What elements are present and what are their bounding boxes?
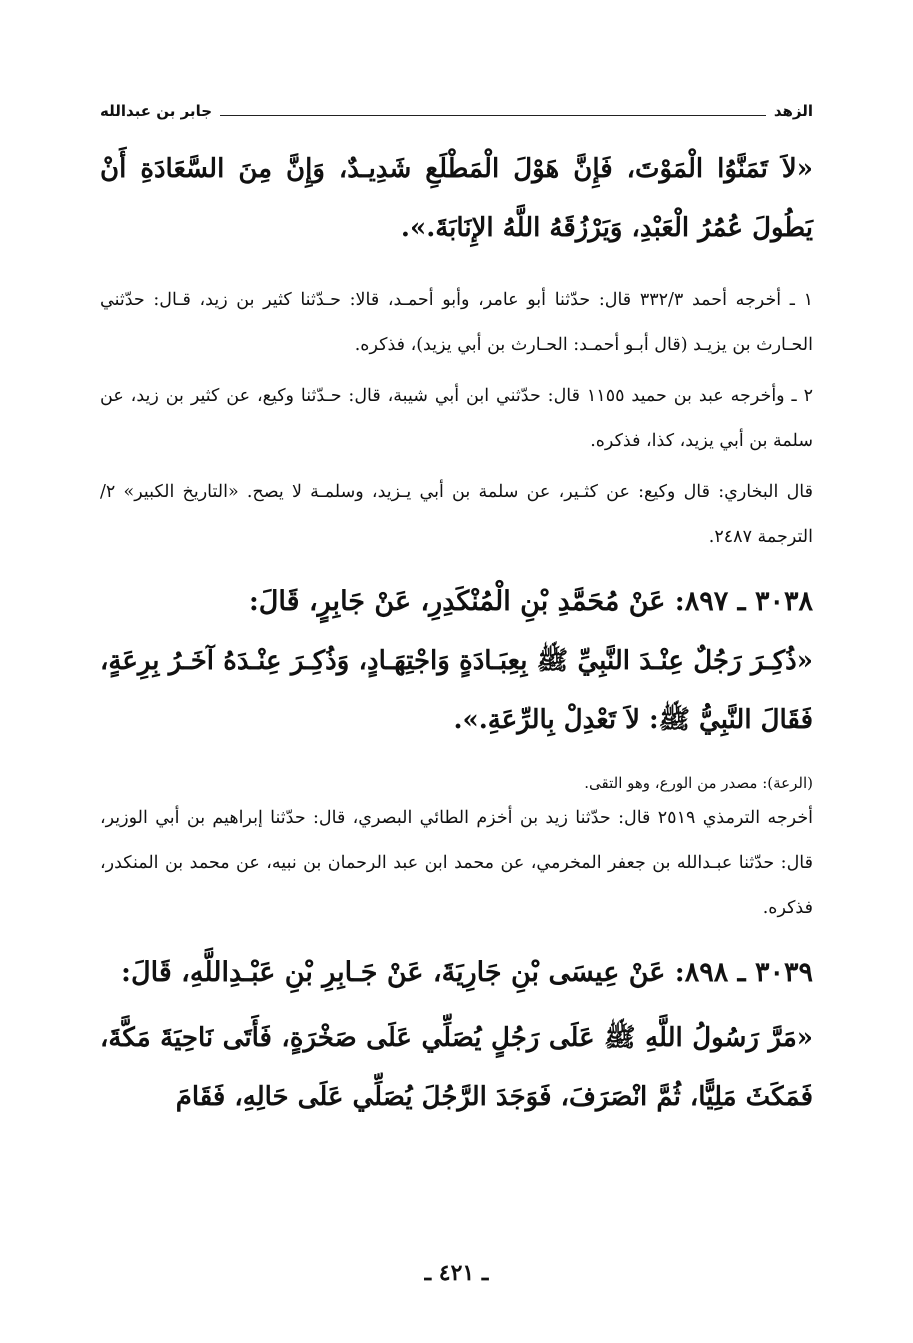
hadith-text: «مَرَّ رَسُولُ اللَّهِ ﷺ عَلَى رَجُلٍ يُصَلِّي عَلَى صَخْرَةٍ، فَأَتَى نَاحِيَةَ مَكَّةَ، فَمَكَثَ مَلِيًّا، ثُمَّ انْصَرَفَ، فَوَجَدَ الرَّجُلَ يُصَلِّي عَلَى حَالِهِ، فَقَامَ (100, 1023, 813, 1112)
takhrij-paragraph: أخرجه الترمذي ٢٥١٩ قال: حدّثنا زيد بن أخزم الطائي البصري، قال: حدّثنا إبراهيم بن أبي الوزير، قال: حدّثنا عبـدالله بن جعفر المخرمي، عن محمد ابن عبد الرحمان بن نبيه، عن محمد بن المنكدر، فذكره. (100, 808, 813, 918)
header-rule (220, 115, 766, 116)
hadith-text: «ذُكِـرَ رَجُلٌ عِنْـدَ النَّبِيِّ ﷺ بِعِبَـادَةٍ وَاجْتِهَـادٍ، وَذُكِـرَ عِنْـدَهُ آخَـرُ بِرِعَةٍ، فَقَالَ النَّبِيُّ ﷺ: لاَ تَعْدِلْ بِالرِّعَةِ.». (100, 646, 813, 735)
header-chapter-title: جابر بن عبدالله (100, 102, 213, 120)
takhrij-paragraph: ١ ـ أخرجه أحمد ٣٣٢/٣ قال: حدّثنا أبو عامر، وأبو أحمـد، قالا: حـدّثنا كثير بن زيد، قـال: حدّثني الحـارث بن يزيـد (قال أبـو أحمـد: الحـارث بن أبي يزيد)، فذكره. (100, 290, 813, 355)
gloss-note: (الرعة): مصدر من الورع، وهو التقى. (584, 774, 813, 792)
takhrij-paragraph: ٢ ـ وأخرجه عبد بن حميد ١١٥٥ قال: حدّثني ابن أبي شيبة، قال: حـدّثنا وكيع، عن كثير بن زيد، عن سلمة بن أبي يزيد، كذا، فذكره. (100, 386, 813, 451)
hadith-text: «لاَ تَمَنَّوُا الْمَوْتَ، فَإِنَّ هَوْلَ الْمَطْلَعِ شَدِيـدٌ، وَإِنَّ مِنَ السَّعَادَةِ أَنْ يَطُولَ عُمُرُ الْعَبْدِ، وَيَرْزُقَهُ اللَّهُ الإِنَابَةَ.». (100, 154, 813, 243)
page-number: ـ ٤٢١ ـ (424, 1260, 489, 1286)
page-body (100, 140, 813, 1127)
hadith-heading: ٣٠٣٩ ـ ٨٩٨: عَنْ عِيسَى بْنِ جَارِيَةَ، عَنْ جَـابِرِ بْنِ عَبْـدِاللَّهِ، قَالَ: (121, 957, 813, 988)
hadith-heading: ٣٠٣٨ ـ ٨٩٧: عَنْ مُحَمَّدِ بْنِ الْمُنْكَدِرِ، عَنْ جَابِرٍ، قَالَ: (248, 586, 813, 617)
running-header (100, 98, 813, 124)
takhrij-paragraph: قال البخاري: قال وكيع: عن كثـير، عن سلمة بن أبي يـزيد، وسلمـة لا يصح. «التاريخ الكبير» ٢/الترجمة ٢٤٨٧. (100, 482, 813, 547)
header-book-title: الزهد (773, 102, 813, 120)
